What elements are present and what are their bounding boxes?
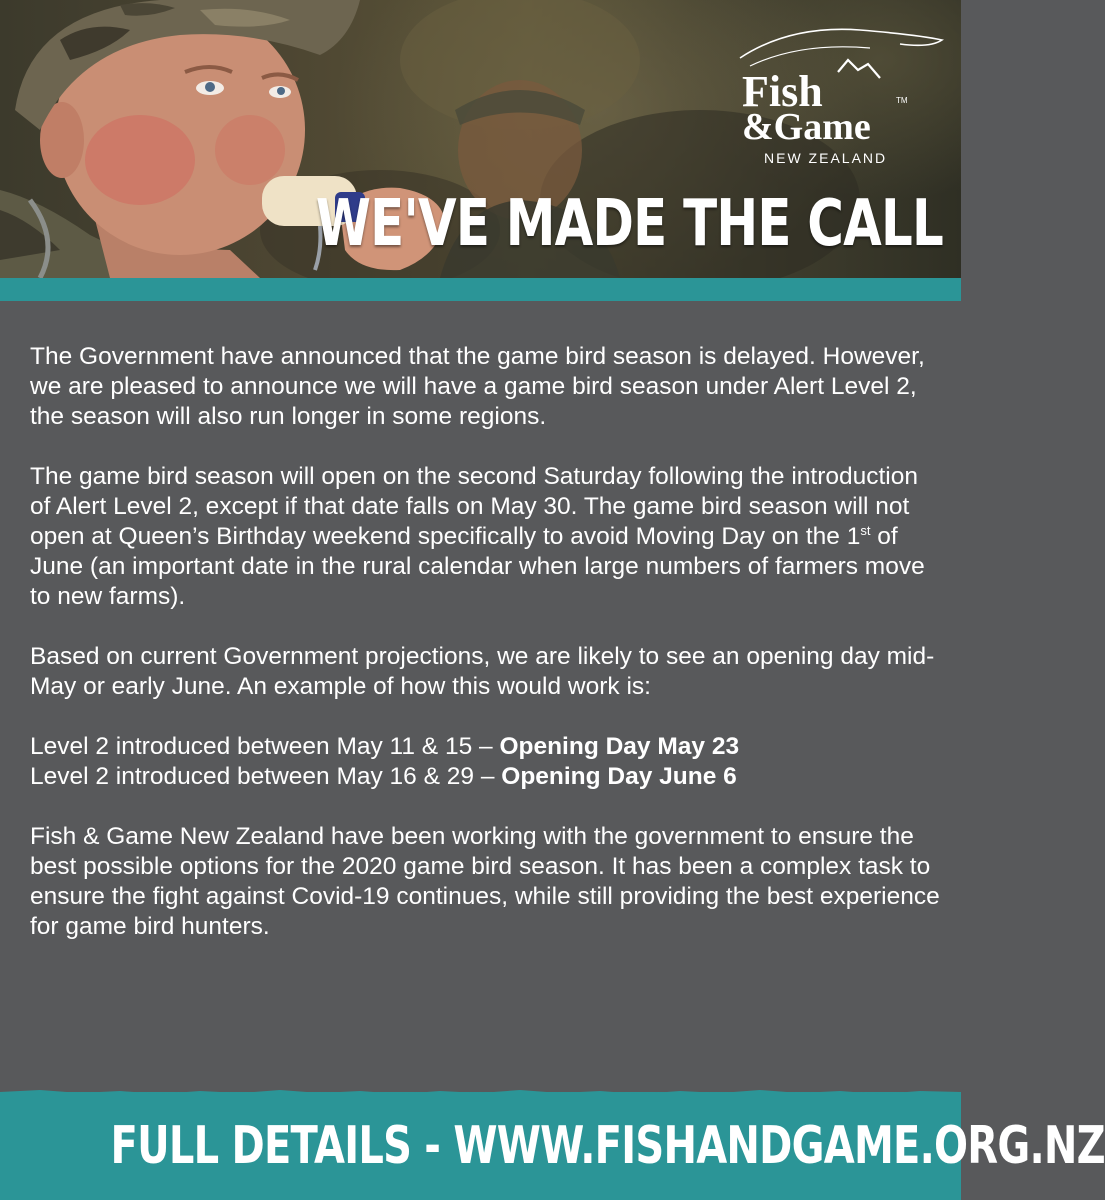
opening-schedule: [30, 732, 940, 792]
ordinal-suffix: st: [860, 522, 871, 538]
paragraph-closing: Fish & Game New Zealand have been working with the government to ensure the best possible options for the 2020 game bird season. It has been a complex task to ensure the fight against Covid-19 continues, while still providing the best experience for game bird hunters.: [30, 823, 940, 940]
schedule-row: [30, 762, 940, 792]
hero-photo: [0, 0, 961, 278]
logo-trademark: TM: [896, 96, 908, 105]
top-teal-band: [0, 278, 961, 301]
fish-and-game-logo: [730, 20, 950, 180]
paragraph-announcement: The Government have announced that the game bird season is delayed. However, we are pleased to announce we will have a game bird season under Alert Level 2, the season will also run longer in some regions.: [30, 343, 925, 430]
torn-edge-decoration: [0, 1088, 961, 1096]
headline: WE'VE MADE THE CALL: [315, 187, 943, 261]
paragraph-opening-rules-text-end: of June (an important date in the rural calendar when large numbers of farmers move to new farms).: [30, 523, 925, 610]
schedule-range: Level 2 introduced between May 11 & 15 –: [30, 733, 500, 760]
schedule-opening-day: Opening Day June 6: [501, 763, 737, 790]
announcement-body: [30, 342, 940, 972]
logo-game-word: &Game: [742, 106, 871, 148]
paragraph-opening-rules-text: The game bird season will open on the second Saturday following the introduction of Alert Level 2, except if that date falls on May 30. The game bird season will not open at Queen’s Birthday weekend specifically to avoid Moving Day on the 1: [30, 463, 918, 550]
schedule-row: [30, 732, 940, 762]
schedule-opening-day: Opening Day May 23: [499, 733, 740, 760]
paragraph-opening-rules: [30, 462, 940, 612]
schedule-range: Level 2 introduced between May 16 & 29 –: [30, 763, 502, 790]
logo-country: NEW ZEALAND: [764, 150, 888, 166]
paragraph-projections: Based on current Government projections, we are likely to see an opening day mid-May or early June. An example of how this would work is:: [30, 643, 935, 700]
footer-url-text[interactable]: FULL DETAILS - WWW.FISHANDGAME.ORG.NZ: [110, 1116, 1105, 1176]
logo-fish-word: Fish: [742, 67, 823, 116]
